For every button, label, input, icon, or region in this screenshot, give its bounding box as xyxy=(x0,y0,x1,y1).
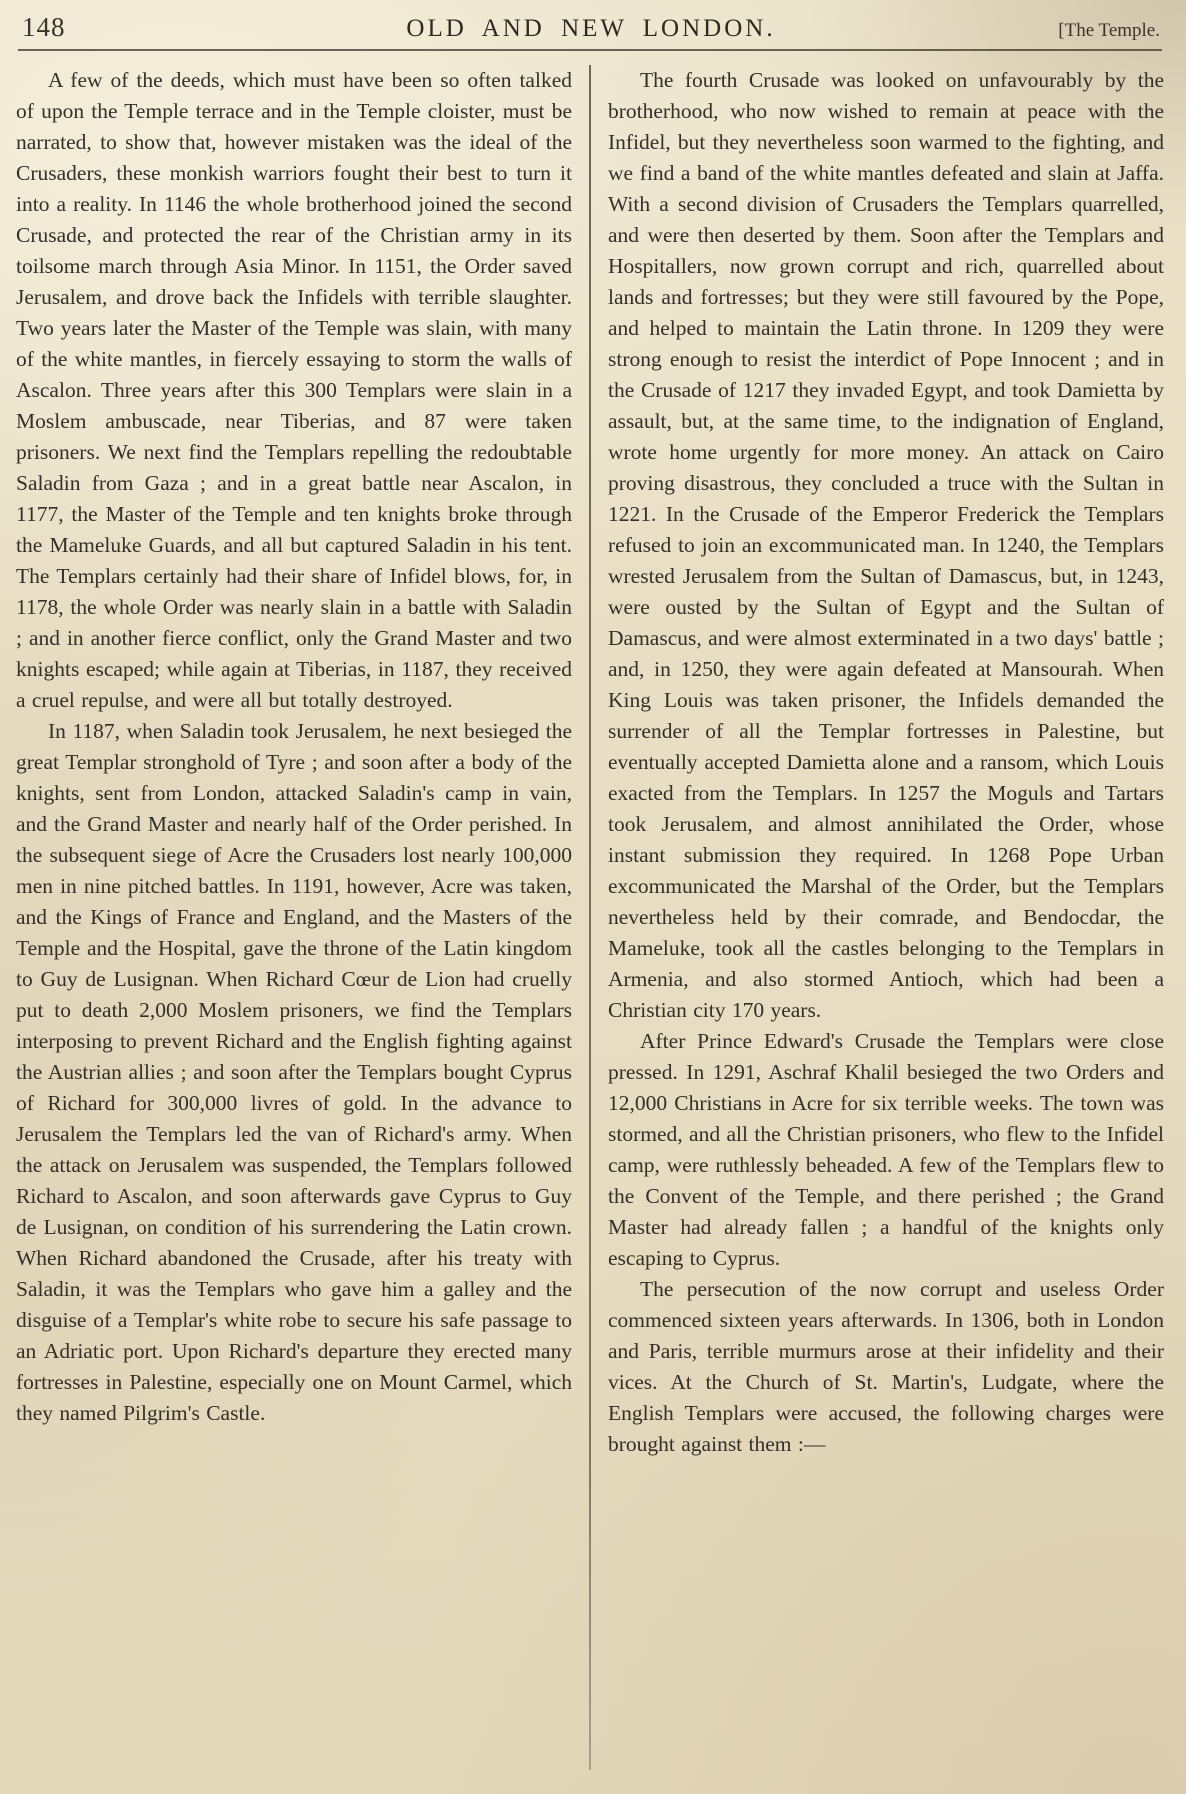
running-note: [The Temple. xyxy=(1058,20,1160,41)
paragraph: The persecution of the now corrupt and useless Order commenced sixteen years afterwards. In 1306, both in London and Paris, terrible murmurs arose at their infidelity and their vices. At the Church of St. Martin's, Ludgate, where the English Templars were accused, the following charges were brought against them :— xyxy=(608,1277,1164,1456)
paragraph: The fourth Crusade was looked on unfavourably by the brotherhood, who now wished to remain at peace with the Infidel, but they nevertheless soon warmed to the fighting, and we find a band of the white mantles defeated and slain at Jaffa. With a second division of Crusaders the Templars quarrelled, and were then deserted by them. Soon after the Templars and Hospitallers, now grown corrupt and rich, quarrelled about lands and fortresses; but they were still favoured by the Pope, and helped to maintain the Latin throne. In 1209 they were strong enough to resist the interdict of Pope Innocent ; and in the Crusade of 1217 they invaded Egypt, and took Damietta by assault, but, at the same time, to the indignation of England, wrote home urgently for more money. An attack on Cairo proving disastrous, they concluded a truce with the Sultan in 1221. In the Crusade of the Emperor Frederick the Templars refused to join an excommunicated man. In 1240, the Templars wrested Jerusalem from the Sultan of Damascus, but, in 1243, were ousted by the Sultan of Egypt and the Sultan of Damascus, and were almost exterminated in a two days' battle ; and, in 1250, they were again defeated at Mansourah. When King Louis was taken prisoner, the Infidels demanded the surrender of all the Templar fortresses in Palestine, but eventually accepted Damietta alone and a ransom, which Louis exacted from the Templars. In 1257 the Moguls and Tartars took Jerusalem, and almost annihilated the Order, whose instant submission they required. In 1268 Pope Urban excommunicated the Marshal of the Order, but the Templars nevertheless held by their comrade, and Bendocdar, the Mameluke, took all the castles belonging to the Templars in Armenia, and also stormed Antioch, which had been a Christian city 170 years. xyxy=(608,68,1164,1022)
paragraph: A few of the deeds, which must have been so often talked of upon the Temple terrace and in the Temple cloister, must be narrated, to show that, however mistaken was the ideal of the Crusaders, these monkish warriors fought their best to turn it into a reality. In 1146 the whole brotherhood joined the second Crusade, and protected the rear of the Christian army in its toilsome march through Asia Minor. In 1151, the Order saved Jerusalem, and drove back the Infidels with terrible slaughter. Two years later the Master of the Temple was slain, with many of the white mantles, in fiercely essaying to storm the walls of Ascalon. Three years after this 300 Templars were slain in a Moslem ambuscade, near Tiberias, and 87 were taken prisoners. We next find the Templars repelling the redoubtable Saladin from Gaza ; and in a great battle near Ascalon, in 1177, the Master of the Temple and ten knights broke through the Mameluke Guards, and all but captured Saladin in his tent. The Templars certainly had their share of Infidel blows, for, in 1178, the whole Order was nearly slain in a battle with Saladin ; and in another fierce conflict, only the Grand Master and two knights escaped; while again at Tiberias, in 1187, they received a cruel repulse, and were all but totally destroyed. xyxy=(16,68,572,712)
paragraph: In 1187, when Saladin took Jerusalem, he next besieged the great Templar stronghold of Tyre ; and soon after a body of the knights, sent from London, attacked Saladin's camp in vain, and the Grand Master and nearly half of the Order perished. In the subsequent siege of Acre the Crusaders lost nearly 100,000 men in nine pitched battles. In 1191, however, Acre was taken, and the Kings of France and England, and the Masters of the Temple and the Hospital, gave the throne of the Latin kingdom to Guy de Lusignan. When Richard Cœur de Lion had cruelly put to death 2,000 Moslem prisoners, we find the Templars interposing to prevent Richard and the English fighting against the Austrian allies ; and soon after the Templars bought Cyprus of Richard for 300,000 livres of gold. In the advance to Jerusalem the Templars led the van of Richard's army. When the attack on Jerusalem was suspended, the Templars followed Richard to Ascalon, and soon afterwards gave Cyprus to Guy de Lusignan, on condition of his surrendering the Latin crown. When Richard abandoned the Crusade, after his treaty with Saladin, it was the Templars who gave him a galley and the disguise of a Templar's white robe to secure his safe passage to an Adriatic port. Upon Richard's departure they erected many fortresses in Palestine, especially one on Mount Carmel, which they named Pilgrim's Castle. xyxy=(16,719,572,1425)
page-number: 148 xyxy=(22,12,66,42)
header-rule xyxy=(18,49,1162,51)
left-column xyxy=(16,65,589,1770)
right-column xyxy=(591,65,1164,1770)
page-title: OLD AND NEW LONDON. xyxy=(406,15,776,42)
paragraph: After Prince Edward's Crusade the Templars were close pressed. In 1291, Aschraf Khalil besieged the two Orders and 12,000 Christians in Acre for six terrible weeks. The town was stormed, and all the Christian prisoners, who flew to the Infidel camp, were ruthlessly beheaded. A few of the Templars flew to the Convent of the Temple, and there perished ; the Grand Master had already fallen ; a handful of the knights only escaping to Cyprus. xyxy=(608,1029,1164,1270)
page-header xyxy=(16,10,1164,49)
text-columns xyxy=(16,63,1164,1770)
